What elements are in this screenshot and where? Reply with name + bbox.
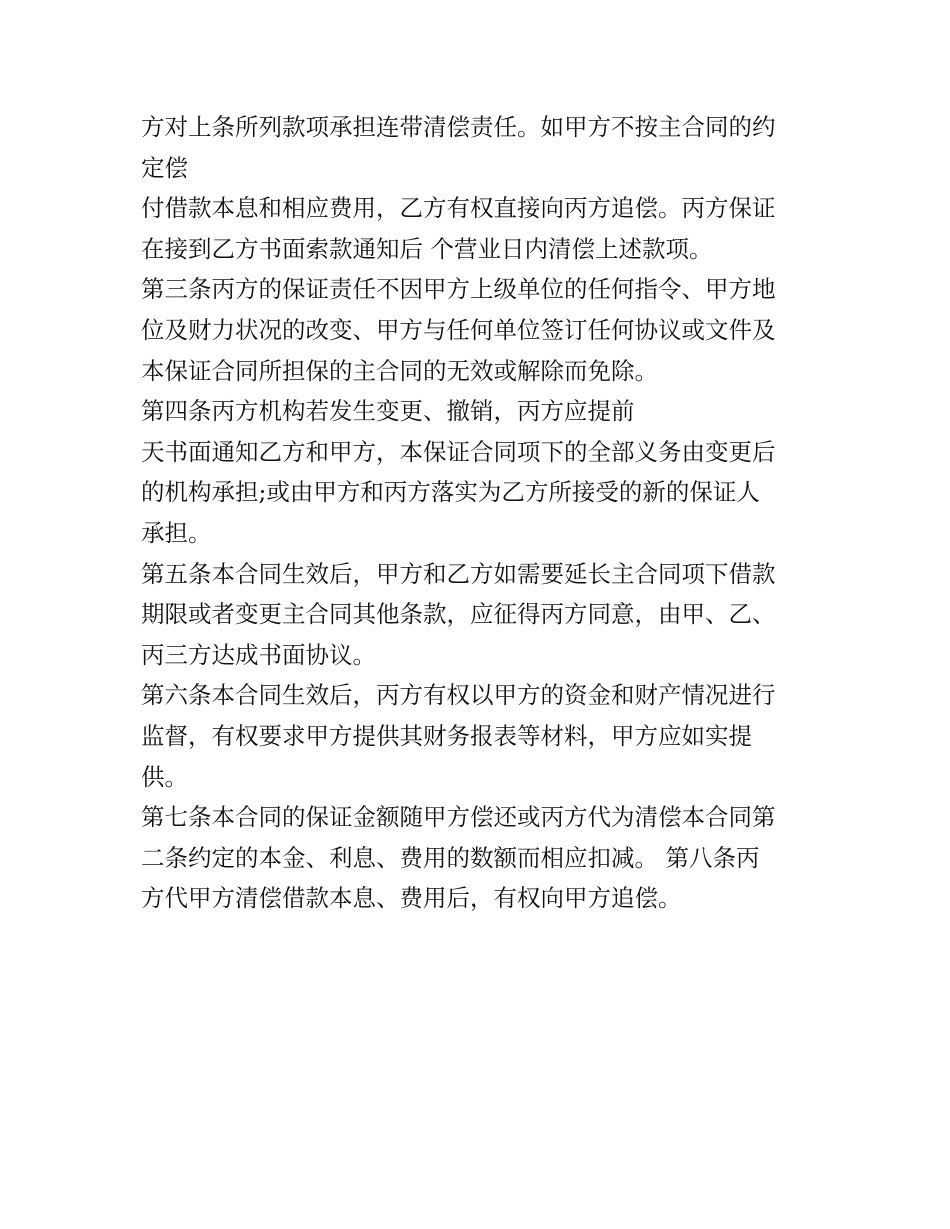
text-line: 第四条丙方机构若发生变更、撤销，丙方应提前	[141, 397, 635, 426]
text-line: 供。	[141, 762, 188, 791]
text-line: 第五条本合同生效后，甲方和乙方如需要延长主合同项下借款	[141, 559, 776, 588]
text-line: 定偿	[141, 153, 188, 182]
text-line: 二条约定的本金、利息、费用的数额而相应扣减。 第八条丙	[141, 843, 760, 872]
text-line: 承担。	[141, 518, 212, 547]
text-line: 第三条丙方的保证责任不因甲方上级单位的任何指令、甲方地	[141, 275, 776, 304]
text-line: 的机构承担;或由甲方和丙方落实为乙方所接受的新的保证人	[141, 478, 760, 507]
text-line: 方对上条所列款项承担连带清偿责任。如甲方不按主合同的约	[141, 113, 776, 141]
text-line: 位及财力状况的改变、甲方与任何单位签订任何协议或文件及	[141, 315, 776, 344]
text-line: 本保证合同所担保的主合同的无效或解除而免除。	[141, 356, 658, 385]
text-line: 在接到乙方书面索款通知后 个营业日内清偿上述款项。	[141, 234, 713, 263]
text-line: 期限或者变更主合同其他条款，应征得丙方同意，由甲、乙、	[141, 600, 776, 629]
text-line: 方代甲方清偿借款本息、费用后，有权向甲方追偿。	[141, 884, 682, 913]
text-line: 监督，有权要求甲方提供其财务报表等材料，甲方应如实提	[141, 721, 752, 750]
text-line: 天书面通知乙方和甲方，本保证合同项下的全部义务由变更后	[141, 437, 776, 466]
contract-text	[141, 107, 821, 919]
text-line: 第七条本合同的保证金额随甲方偿还或丙方代为清偿本合同第	[141, 803, 776, 832]
text-line: 丙三方达成书面协议。	[141, 640, 376, 669]
text-line: 第六条本合同生效后，丙方有权以甲方的资金和财产情况进行	[141, 681, 776, 710]
text-line: 付借款本息和相应费用，乙方有权直接向丙方追偿。丙方保证	[141, 194, 776, 223]
